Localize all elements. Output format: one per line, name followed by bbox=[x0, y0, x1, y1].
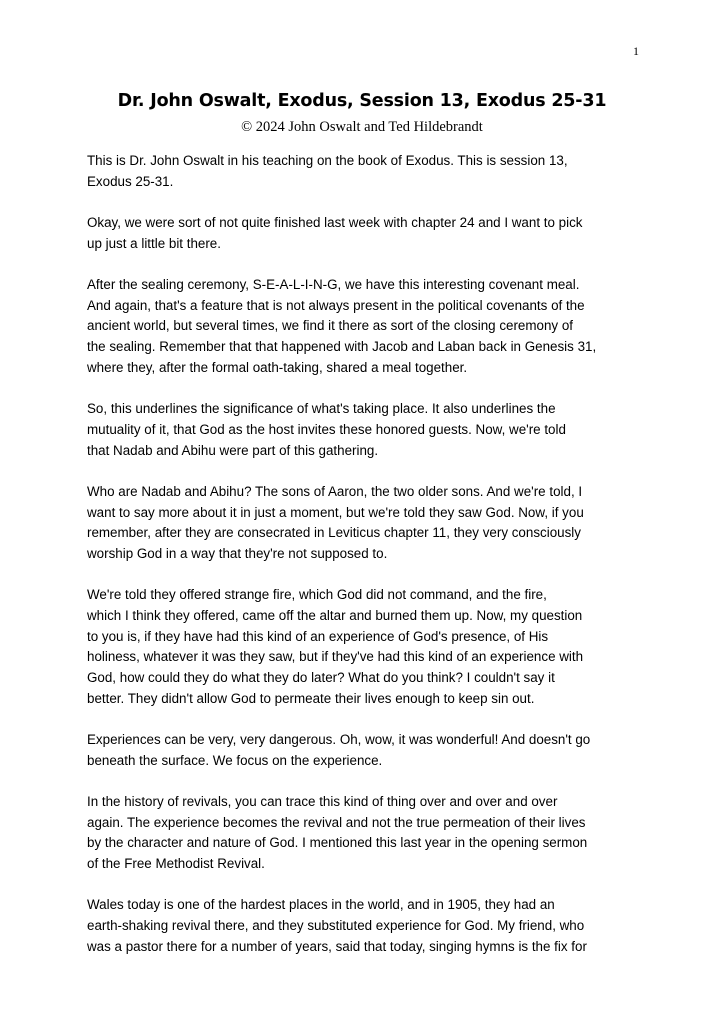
text-line: Experiences can be very, very dangerous. Oh, wow, it was wonderful! And doesn't go bbox=[87, 732, 591, 748]
paragraph bbox=[87, 730, 647, 771]
paragraph bbox=[87, 151, 647, 192]
text-line: Okay, we were sort of not quite finished last week with chapter 24 and I want to pick bbox=[87, 215, 583, 230]
paragraph bbox=[87, 275, 647, 379]
text-line: to you is, if they have had this kind of an experience of God's presence, of His bbox=[87, 628, 549, 644]
transcript-body bbox=[87, 151, 647, 978]
text-line: that Nadab and Abihu were part of this gathering. bbox=[87, 442, 379, 458]
text-line: by the character and nature of God. I mentioned this last year in the opening sermon bbox=[87, 835, 588, 851]
text-line: Exodus 25-31. bbox=[87, 173, 174, 189]
text-line: was a pastor there for a number of years, said that today, singing hymns is the fix for bbox=[87, 938, 587, 954]
text-line: remember, after they are consecrated in Leviticus chapter 11, they very consciously bbox=[87, 525, 581, 541]
paragraph bbox=[87, 792, 647, 875]
text-line: beneath the surface. We focus on the experience. bbox=[87, 752, 383, 768]
text-line: worship God in a way that they're not supposed to. bbox=[87, 545, 388, 561]
paragraph bbox=[87, 399, 647, 461]
text-line: Who are Nadab and Abihu? The sons of Aaron, the two older sons. And we're told, I bbox=[87, 483, 583, 499]
text-line: the sealing. Remember that that happened with Jacob and Laban back in Genesis 31, bbox=[87, 339, 597, 355]
copyright-line: © 2024 John Oswalt and Ted Hildebrandt bbox=[241, 119, 483, 135]
page-number: 1 bbox=[633, 44, 639, 58]
text-line: God, how could they do what they do later? What do you think? I couldn't say it bbox=[87, 670, 555, 686]
text-line: earth-shaking revival there, and they substituted experience for God. My friend, who bbox=[87, 918, 585, 934]
text-line: After the sealing ceremony, S-E-A-L-I-N-G, we have this interesting covenant meal. bbox=[87, 277, 580, 292]
text-line: mutuality of it, that God as the host invites these honored guests. Now, we're told bbox=[87, 421, 566, 437]
text-line: of the Free Methodist Revival. bbox=[87, 856, 265, 872]
page-title: Dr. John Oswalt, Exodus, Session 13, Exodus 25-31 bbox=[117, 91, 607, 111]
text-line: In the history of revivals, you can trace this kind of thing over and over and over bbox=[87, 794, 558, 810]
paragraph bbox=[87, 213, 647, 254]
text-line: which I think they offered, came off the altar and burned them up. Now, my question bbox=[87, 607, 583, 623]
text-line: up just a little bit there. bbox=[87, 235, 221, 251]
text-line: holiness, whatever it was they saw, but if they've had this kind of an experience with bbox=[87, 649, 584, 665]
text-line: ancient world, but several times, we find it there as sort of the closing ceremony of bbox=[87, 318, 574, 334]
text-line: where they, after the formal oath-taking, shared a meal together. bbox=[87, 359, 468, 375]
paragraph bbox=[87, 895, 647, 957]
text-line: Wales today is one of the hardest places in the world, and in 1905, they had an bbox=[87, 897, 555, 913]
text-line: again. The experience becomes the revival and not the true permeation of their lives bbox=[87, 814, 586, 830]
text-line: want to say more about it in just a moment, but we're told they saw God. Now, if you bbox=[87, 504, 584, 520]
paragraph bbox=[87, 482, 647, 565]
text-line: This is Dr. John Oswalt in his teaching on the book of Exodus. This is session 13, bbox=[87, 153, 568, 168]
text-line: We're told they offered strange fire, which God did not command, and the fire, bbox=[87, 587, 547, 603]
text-line: better. They didn't allow God to permeate their lives enough to keep sin out. bbox=[87, 690, 535, 706]
text-line: And again, that's a feature that is not always present in the political covenants of the bbox=[87, 297, 585, 313]
paragraph bbox=[87, 585, 647, 709]
text-line: So, this underlines the significance of what's taking place. It also underlines the bbox=[87, 401, 556, 417]
